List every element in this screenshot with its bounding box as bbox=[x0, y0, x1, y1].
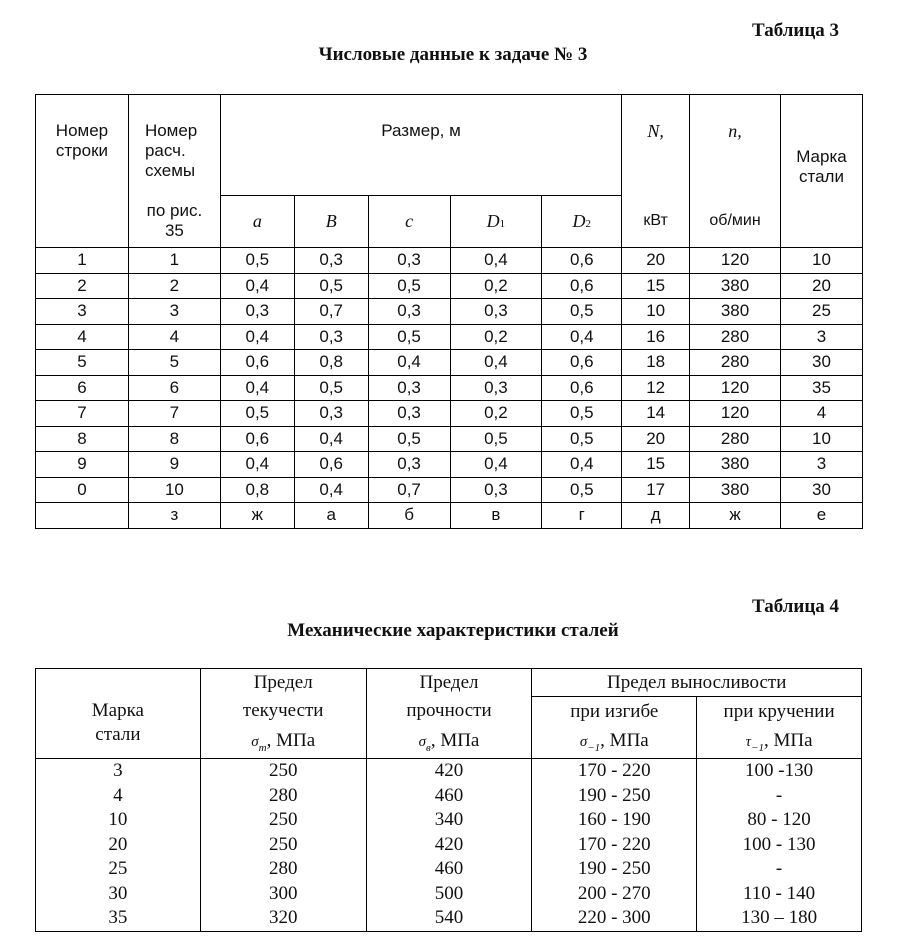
table-cell: 460 bbox=[366, 857, 532, 882]
header-strength-symbol: $\sigma_в$, МПа bbox=[366, 726, 532, 759]
table-cell: 220 - 300 bbox=[532, 906, 697, 931]
table-cell: 160 - 190 bbox=[532, 808, 697, 833]
table-cell: 200 - 270 bbox=[532, 882, 697, 907]
table-cell: 12 bbox=[622, 375, 690, 401]
table-cell: 0,3 bbox=[294, 324, 368, 350]
table-cell: е bbox=[780, 503, 862, 529]
table-cell: 5 bbox=[36, 350, 129, 376]
table-cell bbox=[36, 503, 129, 529]
header-N-unit: кВт bbox=[622, 196, 690, 248]
header-B: B bbox=[294, 196, 368, 248]
table-cell: 280 bbox=[200, 857, 366, 882]
steel-properties-table bbox=[35, 668, 862, 932]
table-cell: - bbox=[697, 784, 862, 809]
table-cell: 130 – 180 bbox=[697, 906, 862, 931]
table-cell: 0,8 bbox=[294, 350, 368, 376]
table-cell: 0,4 bbox=[542, 324, 622, 350]
table-cell: 18 bbox=[622, 350, 690, 376]
table-cell: 35 bbox=[780, 375, 862, 401]
table-row bbox=[36, 375, 863, 401]
table-cell: 0,8 bbox=[220, 477, 294, 503]
table-cell: 0,3 bbox=[294, 401, 368, 427]
table-cell: 380 bbox=[690, 477, 781, 503]
table-cell: 100 -130 bbox=[697, 759, 862, 784]
table-cell: 35 bbox=[36, 906, 201, 931]
table-cell: 120 bbox=[690, 248, 781, 274]
table-cell: а bbox=[294, 503, 368, 529]
table-row bbox=[36, 906, 862, 931]
table-cell: 17 bbox=[622, 477, 690, 503]
table-cell: 1 bbox=[128, 248, 220, 274]
table-cell: 0,2 bbox=[450, 401, 542, 427]
table-cell: 0,4 bbox=[220, 375, 294, 401]
header-steel: Марка стали bbox=[780, 95, 862, 248]
header-size: Размер, м bbox=[220, 95, 621, 196]
header-n-unit: об/мин bbox=[690, 196, 781, 248]
table-row bbox=[36, 503, 863, 529]
header-yield-symbol: $\sigma_т$, МПа bbox=[200, 726, 366, 759]
header-torsion-symbol: $\tau_{-1}$, МПа bbox=[697, 726, 862, 759]
table-cell: 20 bbox=[36, 833, 201, 858]
table3-label: Таблица 3 bbox=[752, 20, 840, 41]
table-cell: 460 bbox=[366, 784, 532, 809]
table-cell: 0,3 bbox=[294, 248, 368, 274]
table-cell: 0,4 bbox=[220, 273, 294, 299]
table-cell: 0,6 bbox=[294, 452, 368, 478]
table-cell: 6 bbox=[128, 375, 220, 401]
table-cell: 100 - 130 bbox=[697, 833, 862, 858]
table-cell: 0,4 bbox=[368, 350, 450, 376]
table-cell: 110 - 140 bbox=[697, 882, 862, 907]
table-cell: 0 bbox=[36, 477, 129, 503]
table-cell: 0,7 bbox=[368, 477, 450, 503]
table-cell: 3 bbox=[36, 299, 129, 325]
table-cell: 1 bbox=[36, 248, 129, 274]
table-cell: 280 bbox=[690, 426, 781, 452]
table-cell: 8 bbox=[128, 426, 220, 452]
table-cell: в bbox=[450, 503, 542, 529]
table-row bbox=[36, 324, 863, 350]
table-cell: 10 bbox=[780, 248, 862, 274]
table-cell: 250 bbox=[200, 759, 366, 784]
header-torsion: при кручении bbox=[697, 697, 862, 727]
table-cell: 340 bbox=[366, 808, 532, 833]
table-cell: 80 - 120 bbox=[697, 808, 862, 833]
table-cell: г bbox=[542, 503, 622, 529]
table-cell: 300 bbox=[200, 882, 366, 907]
table-cell: 15 bbox=[622, 452, 690, 478]
table-cell: 320 bbox=[200, 906, 366, 931]
table-cell: 0,2 bbox=[450, 324, 542, 350]
table-cell: 280 bbox=[690, 350, 781, 376]
table-cell: 190 - 250 bbox=[532, 784, 697, 809]
table-cell: 30 bbox=[780, 350, 862, 376]
table-cell: 380 bbox=[690, 299, 781, 325]
table-cell: 30 bbox=[36, 882, 201, 907]
table-cell: 120 bbox=[690, 401, 781, 427]
table-cell: 8 bbox=[36, 426, 129, 452]
table-cell: 0,5 bbox=[542, 299, 622, 325]
header-c: c bbox=[368, 196, 450, 248]
table-row bbox=[36, 477, 863, 503]
table-cell: 25 bbox=[780, 299, 862, 325]
header-D1: D1 bbox=[450, 196, 542, 248]
header-N: N, bbox=[622, 95, 690, 196]
table-cell: 280 bbox=[690, 324, 781, 350]
table-cell: 0,3 bbox=[450, 299, 542, 325]
table-row bbox=[36, 426, 863, 452]
table-cell: 380 bbox=[690, 273, 781, 299]
table-cell: 280 bbox=[200, 784, 366, 809]
table-cell: 0,4 bbox=[220, 324, 294, 350]
table-cell: 0,7 bbox=[294, 299, 368, 325]
table-cell: 0,6 bbox=[542, 375, 622, 401]
table-row bbox=[36, 273, 863, 299]
table3-title: Числовые данные к задаче № 3 bbox=[318, 44, 588, 65]
table-cell: 30 bbox=[780, 477, 862, 503]
table-cell: 0,2 bbox=[450, 273, 542, 299]
table-cell: 0,3 bbox=[450, 477, 542, 503]
table-cell: 170 - 220 bbox=[532, 759, 697, 784]
header-bending-symbol: $\sigma_{-1}$, МПа bbox=[532, 726, 697, 759]
table-cell: 20 bbox=[780, 273, 862, 299]
table-cell: 3 bbox=[780, 452, 862, 478]
table-cell: б bbox=[368, 503, 450, 529]
header-a: a bbox=[220, 196, 294, 248]
table-cell: 0,3 bbox=[368, 401, 450, 427]
table-cell: 0,4 bbox=[450, 350, 542, 376]
table-row bbox=[36, 299, 863, 325]
header-strength-l2: прочности bbox=[366, 697, 532, 727]
table-cell: 7 bbox=[36, 401, 129, 427]
table-cell: 2 bbox=[36, 273, 129, 299]
table-cell: 0,5 bbox=[294, 273, 368, 299]
table-cell: 4 bbox=[128, 324, 220, 350]
table-row bbox=[36, 401, 863, 427]
table-cell: 9 bbox=[36, 452, 129, 478]
table-cell: 15 bbox=[622, 273, 690, 299]
table-cell: 0,4 bbox=[450, 452, 542, 478]
header-yield-l1: Предел bbox=[200, 669, 366, 697]
table-cell: 3 bbox=[36, 759, 201, 784]
table-cell: 10 bbox=[780, 426, 862, 452]
table-cell: 7 bbox=[128, 401, 220, 427]
table-cell: 0,4 bbox=[220, 452, 294, 478]
table-cell: 0,3 bbox=[220, 299, 294, 325]
table-cell: 14 bbox=[622, 401, 690, 427]
table-cell: 25 bbox=[36, 857, 201, 882]
table-cell: 6 bbox=[36, 375, 129, 401]
table-row bbox=[36, 784, 862, 809]
table-row bbox=[36, 882, 862, 907]
table-cell: 0,4 bbox=[542, 452, 622, 478]
table-cell: 250 bbox=[200, 808, 366, 833]
header-scheme-bottom: по рис. 35 bbox=[128, 196, 220, 248]
table-row bbox=[36, 857, 862, 882]
table-cell: 0,5 bbox=[294, 375, 368, 401]
table-cell: 420 bbox=[366, 759, 532, 784]
table-cell: 16 bbox=[622, 324, 690, 350]
table-cell: 20 bbox=[622, 426, 690, 452]
table-cell: 170 - 220 bbox=[532, 833, 697, 858]
table-cell: 0,3 bbox=[368, 375, 450, 401]
table-cell: 0,3 bbox=[368, 452, 450, 478]
table-cell: 380 bbox=[690, 452, 781, 478]
table-cell: 0,3 bbox=[450, 375, 542, 401]
table-cell: 5 bbox=[128, 350, 220, 376]
table-row bbox=[36, 248, 863, 274]
table-cell: 540 bbox=[366, 906, 532, 931]
table-cell: 0,5 bbox=[368, 324, 450, 350]
table-cell: 0,4 bbox=[294, 477, 368, 503]
header-scheme-top: Номер расч. схемы bbox=[128, 95, 220, 196]
table-cell: 0,4 bbox=[450, 248, 542, 274]
table-row bbox=[36, 452, 863, 478]
header-row-no: Номер строки bbox=[36, 95, 129, 248]
table-row bbox=[36, 350, 863, 376]
table-cell: 2 bbox=[128, 273, 220, 299]
table-cell: - bbox=[697, 857, 862, 882]
table-cell: 3 bbox=[128, 299, 220, 325]
table-cell: 0,6 bbox=[542, 248, 622, 274]
table-cell: 0,6 bbox=[542, 350, 622, 376]
table-cell: 0,3 bbox=[368, 299, 450, 325]
table-cell: 0,5 bbox=[220, 248, 294, 274]
table-cell: 3 bbox=[780, 324, 862, 350]
header-strength-l1: Предел bbox=[366, 669, 532, 697]
table-cell: 20 bbox=[622, 248, 690, 274]
table-row bbox=[36, 833, 862, 858]
table-cell: 0,5 bbox=[220, 401, 294, 427]
table-row bbox=[36, 808, 862, 833]
header-yield-l2: текучести bbox=[200, 697, 366, 727]
table4-title: Механические характеристики сталей bbox=[287, 620, 619, 641]
table-cell: 0,6 bbox=[220, 350, 294, 376]
header-n: n, bbox=[690, 95, 781, 196]
header-endurance: Предел выносливости bbox=[532, 669, 862, 697]
table-cell: 500 bbox=[366, 882, 532, 907]
table-cell: д bbox=[622, 503, 690, 529]
table-cell: ж bbox=[690, 503, 781, 529]
table-cell: 0,4 bbox=[294, 426, 368, 452]
table-cell: 4 bbox=[36, 784, 201, 809]
table-cell: 120 bbox=[690, 375, 781, 401]
table-cell: 0,5 bbox=[542, 426, 622, 452]
table-cell: 0,6 bbox=[220, 426, 294, 452]
header-steel-grade: Марка стали bbox=[36, 669, 201, 759]
table-cell: 0,5 bbox=[542, 401, 622, 427]
table-cell: 0,5 bbox=[450, 426, 542, 452]
table-cell: 4 bbox=[780, 401, 862, 427]
table-cell: 250 bbox=[200, 833, 366, 858]
table-cell: 10 bbox=[36, 808, 201, 833]
table-cell: 4 bbox=[36, 324, 129, 350]
table-cell: 0,3 bbox=[368, 248, 450, 274]
table-cell: 190 - 250 bbox=[532, 857, 697, 882]
table-row bbox=[36, 759, 862, 784]
numeric-data-table bbox=[35, 94, 863, 529]
table-cell: 420 bbox=[366, 833, 532, 858]
table4-label: Таблица 4 bbox=[752, 596, 840, 617]
table-cell: 0,5 bbox=[542, 477, 622, 503]
table-cell: 0,5 bbox=[368, 273, 450, 299]
table-cell: 10 bbox=[128, 477, 220, 503]
table-cell: 0,6 bbox=[542, 273, 622, 299]
header-bending: при изгибе bbox=[532, 697, 697, 727]
header-D2: D2 bbox=[542, 196, 622, 248]
table-cell: з bbox=[128, 503, 220, 529]
table-cell: 0,5 bbox=[368, 426, 450, 452]
table-cell: 9 bbox=[128, 452, 220, 478]
table-cell: ж bbox=[220, 503, 294, 529]
table-cell: 10 bbox=[622, 299, 690, 325]
